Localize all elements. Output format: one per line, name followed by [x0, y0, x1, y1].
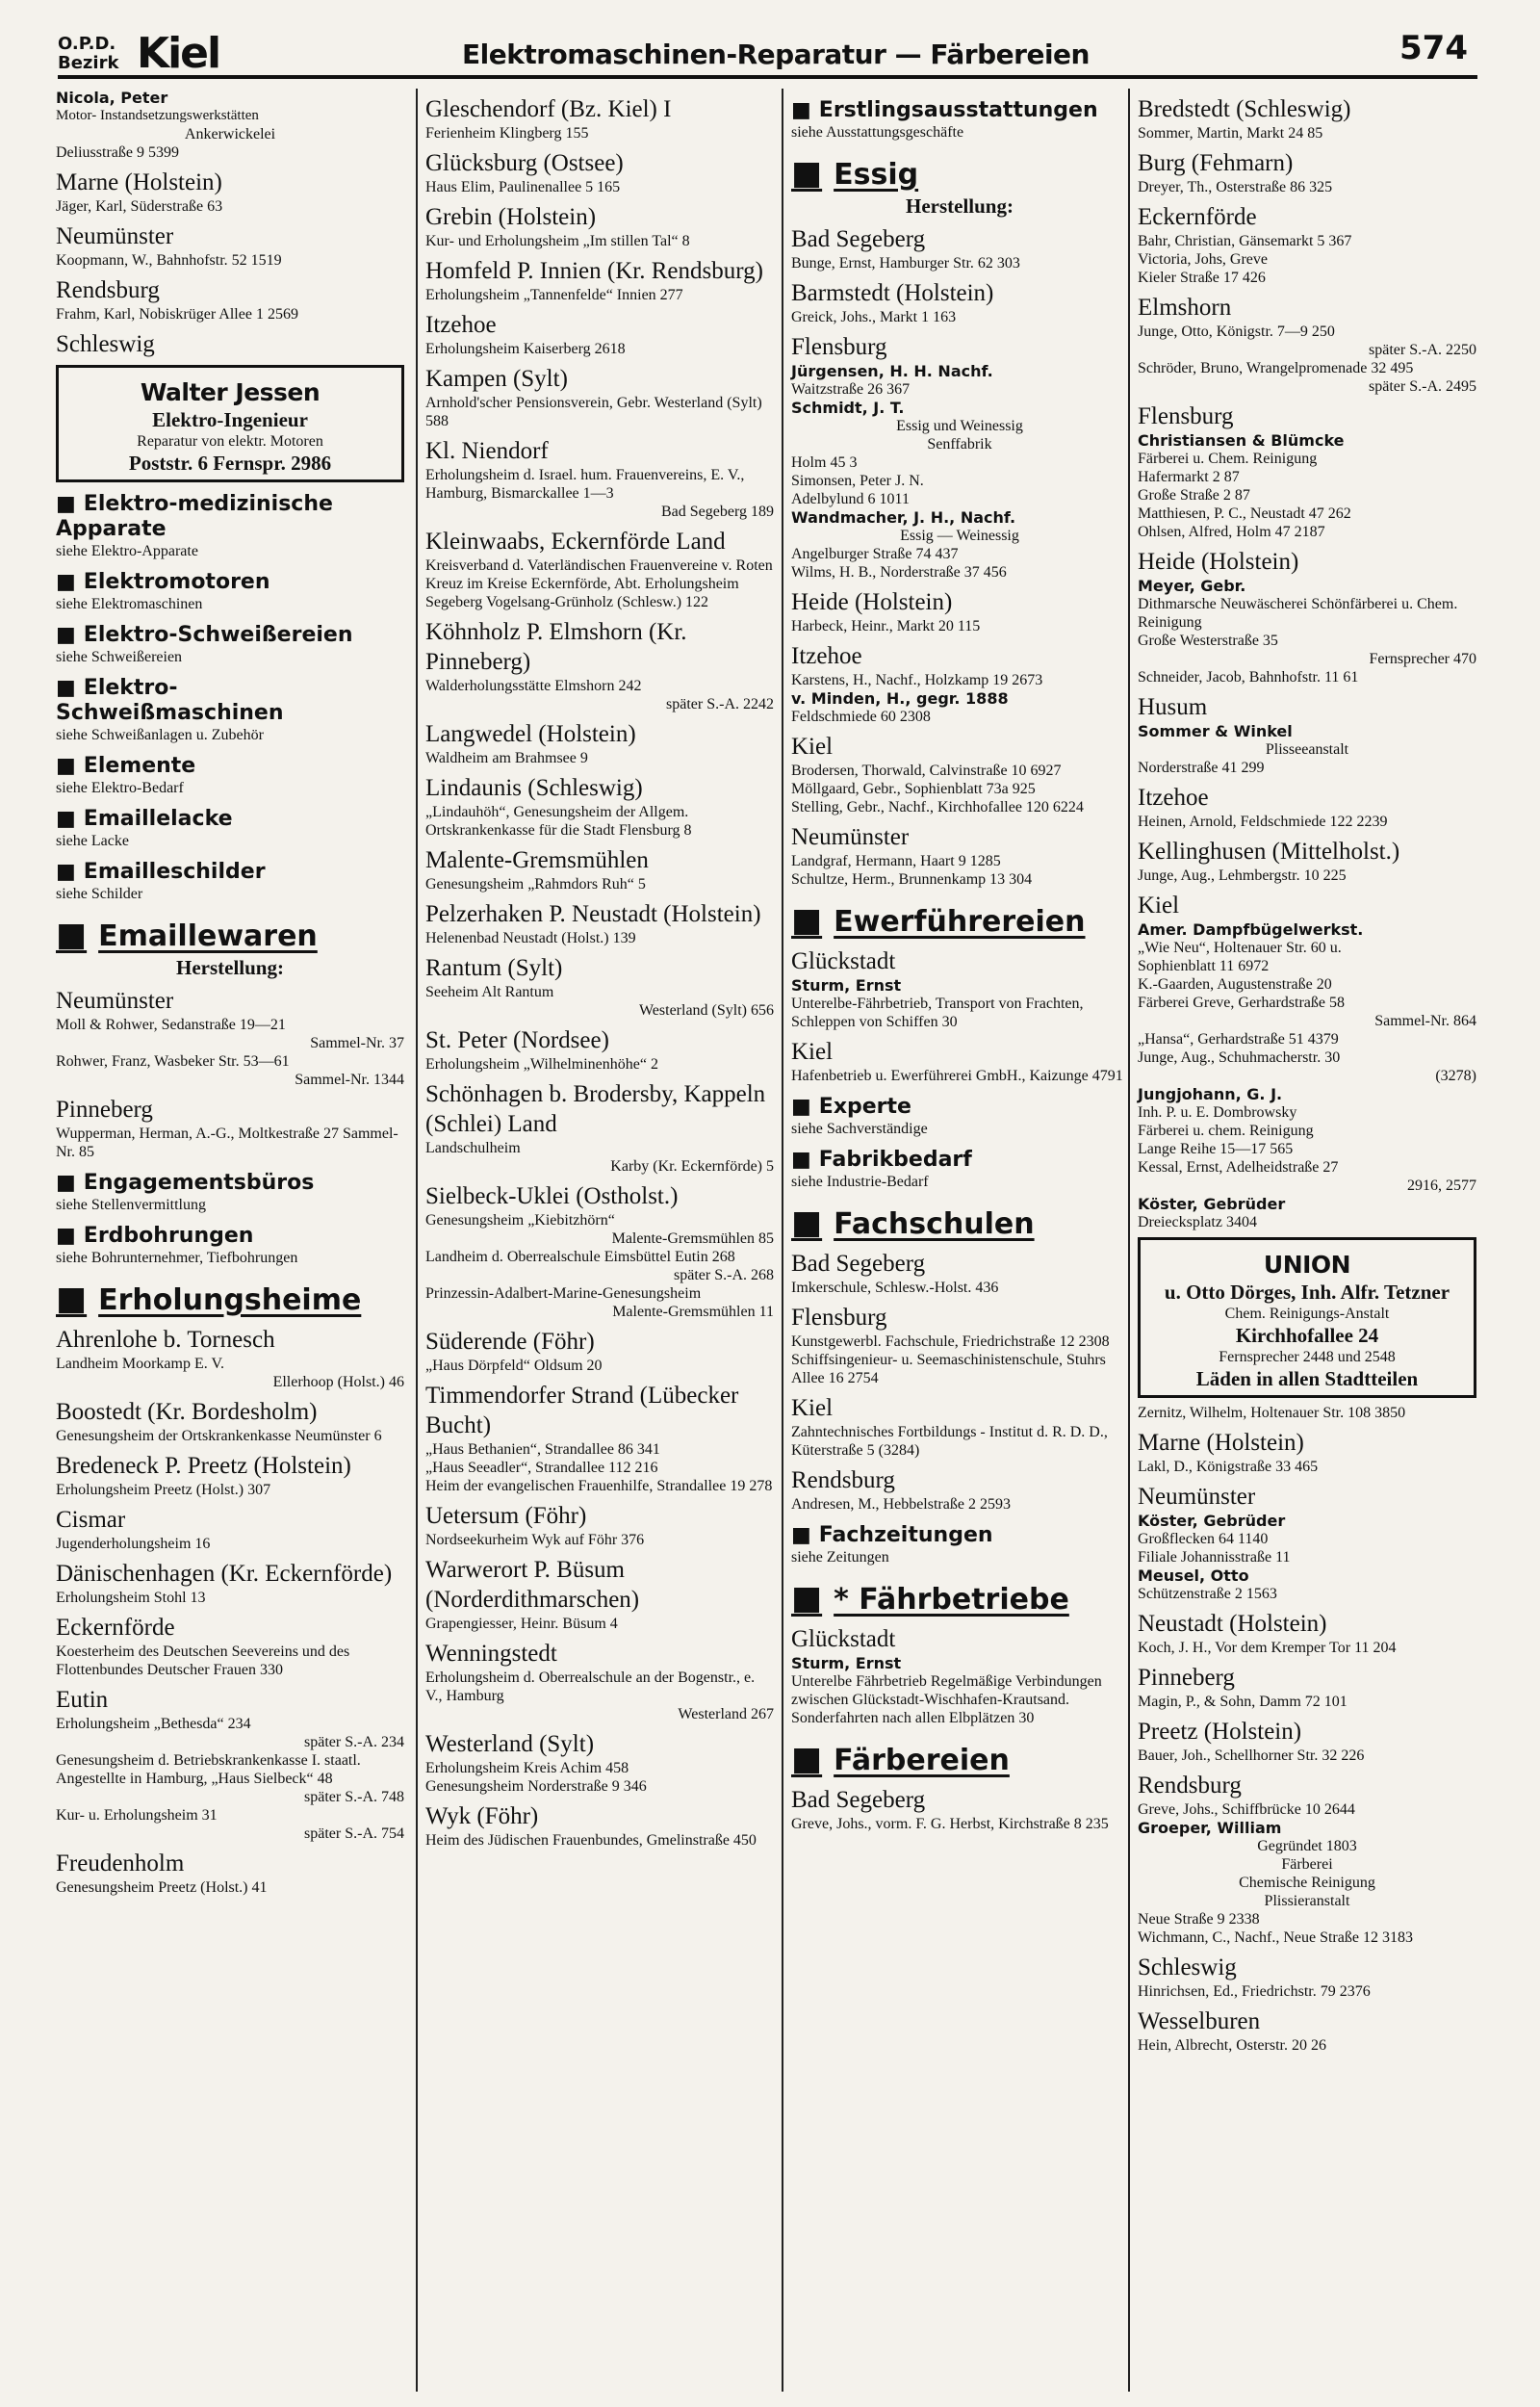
place-heading: Rantum (Sylt) — [425, 955, 563, 981]
place-heading: Bad Segeberg — [791, 226, 926, 252]
place-heading: Neumünster — [791, 824, 910, 850]
entry-line: Westerland (Sylt) 656 — [638, 1002, 774, 1019]
entry-line: Genesungsheim Preetz (Holst.) 41 — [56, 1879, 268, 1896]
entry-line: Bad Segeberg 189 — [660, 504, 774, 520]
place-heading: Kellinghusen (Mittelholst.) — [1138, 839, 1400, 865]
place-heading: Schleswig — [1138, 1954, 1237, 1980]
place-heading: Boostedt (Kr. Bordesholm) — [56, 1399, 318, 1425]
entry-line: siehe Elektro-Apparate — [56, 543, 198, 559]
place-heading: Eutin — [56, 1687, 109, 1713]
entry-line: Plissieranstalt — [1264, 1893, 1350, 1909]
subheading: Läden in allen Stadtteilen — [1195, 1367, 1419, 1390]
place-heading: Heide (Holstein) — [791, 589, 953, 615]
place-heading: Kl. Niendorf — [425, 438, 549, 464]
district-label-line-1: O.P.D. — [58, 34, 116, 54]
entry-line: Karby (Kr. Eckernförde) 5 — [610, 1158, 774, 1175]
place-heading: Neustadt (Holstein) — [1138, 1611, 1327, 1637]
place-heading: Heide (Holstein) — [1138, 549, 1299, 575]
entry-line: Genesungsheim d. Betriebskrankenkasse I. staatl. Angestellte in Hamburg, „Haus Sielbeck“ 48 — [56, 1752, 361, 1787]
entry-line: siehe Stellenvermittlung — [56, 1197, 206, 1213]
column-3 — [791, 89, 1128, 1833]
firm-name: Meyer, Gebr. — [1138, 577, 1246, 595]
column-4 — [1138, 89, 1476, 2055]
entry-line: Erholungsheim d. Israel. hum. Frauenvereins, E. V., Hamburg, Bismarckallee 1—3 — [425, 467, 745, 502]
entry-line: Genesungsheim „Rahmdors Ruh“ 5 — [425, 876, 646, 893]
entry-line: Helenenbad Neustadt (Holst.) 139 — [425, 930, 636, 946]
entry-line: Genesungsheim „Kiebitzhörn“ — [425, 1212, 615, 1229]
entry-line: Kur- und Erholungsheim „Im stillen Tal“ 8 — [425, 233, 690, 249]
entry-line: Junge, Aug., Lehmbergstr. 10 225 — [1138, 867, 1347, 884]
entry-line: Ankerwickelei — [184, 126, 276, 142]
entry-line: siehe Elektro-Bedarf — [56, 780, 184, 796]
place-heading: Kleinwaabs, Eckernförde Land — [425, 529, 726, 555]
entry-line: „Hansa“, Gerhardstraße 51 4379 — [1138, 1031, 1339, 1048]
entry-line: Zahntechnisches Fortbildungs - Institut d. R. D. D., Küterstraße 5 (3284) — [791, 1424, 1108, 1459]
entry-line: später S.-A. 2250 — [1369, 342, 1476, 358]
entry-line: siehe Ausstattungsgeschäfte — [791, 124, 964, 141]
entry-line: Bauer, Joh., Schellhorner Str. 32 226 — [1138, 1747, 1365, 1764]
entry-line: siehe Lacke — [56, 833, 129, 849]
entry-line: Grapengiesser, Heinr. Büsum 4 — [425, 1616, 618, 1632]
place-heading: Marne (Holstein) — [1138, 1430, 1304, 1456]
entry-line: Waldheim am Brahmsee 9 — [425, 750, 588, 766]
place-heading: Rendsburg — [791, 1467, 895, 1493]
place-heading: Itzehoe — [425, 312, 497, 338]
place-heading: Kiel — [791, 1395, 834, 1421]
entry-line: Imkerschule, Schlesw.-Holst. 436 — [791, 1280, 999, 1296]
place-heading: St. Peter (Nordsee) — [425, 1027, 609, 1053]
place-heading: Neumünster — [1138, 1484, 1256, 1510]
place-heading: Warwerort P. Büsum (Norderdithmarschen) — [425, 1557, 640, 1613]
entry-line: später S.-A. 2495 — [1369, 378, 1476, 395]
category-heading: ■ Elektromotoren — [56, 570, 404, 595]
entry-line: siehe Industrie-Bedarf — [791, 1174, 929, 1190]
entry-line: Schiffsingenieur- u. Seemaschinistenschule, Stuhrs Allee 16 2754 — [791, 1352, 1106, 1386]
entry-line: „Haus Dörpfeld“ Oldsum 20 — [425, 1358, 603, 1374]
entry-line: Schneider, Jacob, Bahnhofstr. 11 61 — [1138, 669, 1359, 686]
place-heading: Langwedel (Holstein) — [425, 721, 636, 747]
place-heading: Timmendorfer Strand (Lübecker Bucht) — [425, 1383, 739, 1438]
firm-name: Wandmacher, J. H., Nachf. — [791, 508, 1016, 527]
entry-line: Westerland 267 — [678, 1706, 774, 1722]
entry-line: Stelling, Gebr., Nachf., Kirchhofallee 120 6224 — [791, 799, 1084, 815]
place-heading: Glücksburg (Ostsee) — [425, 150, 624, 176]
subheading: Elektro-Ingenieur — [152, 408, 308, 431]
entry-line: „Haus Seeadler“, Strandallee 112 216 — [425, 1460, 658, 1476]
firm-name: Groeper, William — [1138, 1819, 1282, 1837]
entry-line: Hinrichsen, Ed., Friedrichstr. 79 2376 — [1138, 1983, 1371, 2000]
entry-line: Heim der evangelischen Frauenhilfe, Strandallee 19 278 — [425, 1478, 773, 1494]
place-heading: Freudenholm — [56, 1851, 185, 1876]
place-heading: Wesselburen — [1138, 2008, 1261, 2034]
entry-line: Kreisverband d. Vaterländischen Frauenvereine v. Roten Kreuz im Kreise Eckernförde, Abt. Erholungsheim Segeberg Vogelsang-Grünholz (Schlesw.) 122 — [425, 557, 773, 610]
entry-line: Motor- Instandsetzungswerkstätten — [56, 108, 259, 123]
entry-line: Karstens, H., Nachf., Holzkamp 19 2673 — [791, 672, 1043, 688]
entry-line: Arnhold'scher Pensionsverein, Gebr. Westerland (Sylt) 588 — [425, 395, 762, 429]
entry-line: Erholungsheim Kaiserberg 2618 — [425, 341, 626, 357]
entry-line: Sommer, Martin, Markt 24 85 — [1138, 125, 1323, 142]
entry-line: (3278) — [1435, 1068, 1476, 1084]
firm-name: Christiansen & Blümcke — [1138, 431, 1345, 450]
category-heading: ■ Elektro-Schweißereien — [56, 623, 404, 648]
entry-line: Erholungsheim „Tannenfelde“ Innien 277 — [425, 287, 683, 303]
entry-line: Magin, P., & Sohn, Damm 72 101 — [1138, 1694, 1348, 1710]
firm-name: Sturm, Ernst — [791, 976, 902, 995]
place-heading: Ahrenlohe b. Tornesch — [56, 1327, 275, 1353]
entry-line: Moll & Rohwer, Sedanstraße 19—21 — [56, 1017, 286, 1033]
entry-line: Gegründet 1803 — [1257, 1838, 1357, 1854]
firm-name: Nicola, Peter — [56, 89, 168, 107]
column-divider-3 — [1128, 89, 1130, 2392]
entry-line: Unterelbe Fährbetrieb Regelmäßige Verbindungen zwischen Glückstadt-Wischhafen-Krautsand. Sonderfahrten nach allen Elbplätzen 30 — [791, 1673, 1102, 1726]
place-heading: Neumünster — [56, 988, 174, 1014]
entry-line: Senffabrik — [927, 436, 992, 453]
entry-line: Heinen, Arnold, Feldschmiede 122 2239 — [1138, 814, 1388, 830]
category-heading: ■ Erstlingsausstattungen — [791, 98, 1128, 123]
place-heading: Köhnholz P. Elmshorn (Kr. Pinneberg) — [425, 619, 687, 675]
place-heading: Kiel — [1138, 893, 1180, 919]
entry-line: Sammel-Nr. 37 — [310, 1035, 404, 1051]
place-heading: Lindaunis (Schleswig) — [425, 775, 643, 801]
entry-line: Heim des Jüdischen Frauenbundes, Gmelinstraße 450 — [425, 1832, 757, 1849]
entry-line: Haus Elim, Paulinenallee 5 165 — [425, 179, 621, 195]
firm-name: Köster, Gebrüder — [1138, 1512, 1286, 1530]
entry-line: Sammel-Nr. 1344 — [295, 1072, 404, 1088]
firm-name: Jungjohann, G. J. — [1138, 1085, 1283, 1103]
entry-line: „Wie Neu“, Holtenauer Str. 60 u. — [1138, 940, 1342, 956]
place-heading: Neumünster — [56, 223, 174, 249]
place-heading: Itzehoe — [791, 643, 862, 669]
entry-line: Landgraf, Hermann, Haart 9 1285 — [791, 853, 1001, 869]
entry-line: Harbeck, Heinr., Markt 20 115 — [791, 618, 981, 634]
entry-line: Essig — Weinessig — [900, 528, 1019, 544]
entry-line: Victoria, Johs, Greve — [1138, 251, 1268, 268]
entry-line: Greve, Johs., Schiffbrücke 10 2644 — [1138, 1801, 1355, 1818]
entry-line: Dreiecksplatz 3404 — [1138, 1214, 1257, 1230]
entry-line: siehe Sachverständige — [791, 1121, 928, 1137]
place-heading: Rendsburg — [1138, 1773, 1242, 1799]
entry-line: Sammel-Nr. 864 — [1374, 1013, 1476, 1029]
place-heading: Bad Segeberg — [791, 1251, 926, 1277]
section-heading: ■ * Fährbetriebe — [791, 1580, 1128, 1618]
column-divider-1 — [416, 89, 418, 2392]
entry-line: Dreyer, Th., Osterstraße 86 325 — [1138, 179, 1333, 195]
section-heading: ■ Erholungsheime — [56, 1281, 404, 1319]
firm-name: Jürgensen, H. H. Nachf. — [791, 362, 993, 380]
entry-line: Waitzstraße 26 367 — [791, 381, 911, 398]
entry-line: später S.-A. 268 — [674, 1267, 774, 1283]
entry-line: Norderstraße 41 299 — [1138, 760, 1265, 776]
place-heading: Husum — [1138, 694, 1208, 720]
entry-line: Bahr, Christian, Gänsemarkt 5 367 — [1138, 233, 1352, 249]
entry-line: Junge, Otto, Königstr. 7—9 250 — [1138, 324, 1335, 340]
entry-line: Schröder, Bruno, Wrangelpromenade 32 495 — [1138, 360, 1414, 376]
header-rule — [58, 75, 1477, 79]
entry-line: Bunge, Ernst, Hamburger Str. 62 303 — [791, 255, 1020, 272]
entry-line: Große Westerstraße 35 — [1138, 633, 1278, 649]
entry-line: Matthiesen, P. C., Neustadt 47 262 — [1138, 505, 1351, 522]
entry-line: Chem. Reinigungs-Anstalt — [1224, 1306, 1390, 1322]
section-heading: ■ Essig — [791, 155, 1128, 194]
entry-line: Lakl, D., Königstraße 33 465 — [1138, 1459, 1319, 1475]
section-heading: ■ Ewerführereien — [791, 902, 1128, 941]
entry-line: Landschulheim — [425, 1140, 521, 1156]
entry-line: Wilms, H. B., Norderstraße 37 456 — [791, 564, 1007, 581]
entry-line: siehe Schilder — [56, 886, 143, 902]
entry-line: Neue Straße 9 2338 — [1138, 1911, 1260, 1928]
entry-line: später S.-A. 234 — [304, 1734, 404, 1750]
place-heading: Flensburg — [1138, 403, 1234, 429]
entry-line: siehe Schweißanlagen u. Zubehör — [56, 727, 264, 743]
entry-line: Rohwer, Franz, Wasbeker Str. 53—61 — [56, 1053, 290, 1070]
entry-line: Frahm, Karl, Nobiskrüger Allee 1 2569 — [56, 306, 298, 323]
entry-line: Plisseeanstalt — [1265, 741, 1349, 758]
subheading: Herstellung: — [906, 194, 1014, 218]
entry-line: Unterelbe-Fährbetrieb, Transport von Frachten, Schleppen von Schiffen 30 — [791, 996, 1084, 1030]
entry-line: Landheim d. Oberrealschule Eimsbüttel Eutin 268 — [425, 1249, 735, 1265]
place-heading: Bad Segeberg — [791, 1787, 926, 1813]
entry-line: später S.-A. 2242 — [666, 696, 774, 712]
entry-line: Färberei u. Chem. Reinigung — [1138, 451, 1318, 467]
category-heading: ■ Emailleschilder — [56, 860, 404, 885]
entry-line: Feldschmiede 60 2308 — [791, 709, 931, 725]
entry-line: Jugenderholungsheim 16 — [56, 1536, 211, 1552]
entry-line: Malente-Gremsmühlen 11 — [612, 1304, 774, 1320]
entry-line: Essig und Weinessig — [896, 418, 1023, 434]
place-heading: Eckernförde — [1138, 204, 1257, 230]
entry-line: Kieler Straße 17 426 — [1138, 270, 1266, 286]
place-heading: Sielbeck-Uklei (Ostholst.) — [425, 1183, 679, 1209]
entry-line: Genesungsheim der Ortskrankenkasse Neumünster 6 — [56, 1428, 382, 1444]
entry-line: Ellerhoop (Holst.) 46 — [272, 1374, 404, 1390]
entry-line: Koesterheim des Deutschen Seevereins und des Flottenbundes Deutscher Frauen 330 — [56, 1643, 350, 1678]
entry-line: Seeheim Alt Rantum — [425, 984, 554, 1000]
entry-line: Malente-Gremsmühlen 85 — [611, 1230, 774, 1247]
place-heading: Glückstadt — [791, 1626, 896, 1652]
entry-line: Lange Reihe 15—17 565 — [1138, 1141, 1294, 1157]
category-heading: ■ Fabrikbedarf — [791, 1148, 1128, 1173]
subheading: Kirchhofallee 24 — [1235, 1324, 1379, 1347]
place-heading: Rendsburg — [56, 277, 160, 303]
place-heading: Kampen (Sylt) — [425, 366, 568, 392]
place-heading: Bredstedt (Schleswig) — [1138, 96, 1351, 122]
place-heading: Kiel — [791, 1039, 834, 1065]
entry-line: K.-Gaarden, Augustenstraße 20 — [1138, 976, 1332, 993]
entry-line: siehe Schweißereien — [56, 649, 183, 665]
category-heading: ■ Experte — [791, 1095, 1128, 1120]
entry-line: Inh. P. u. E. Dombrowsky — [1138, 1104, 1297, 1121]
entry-line: Erholungsheim d. Oberrealschule an der Bogenstr., e. V., Hamburg — [425, 1669, 756, 1704]
advertisement-box — [56, 365, 404, 482]
place-heading: Glückstadt — [791, 948, 896, 974]
place-heading: Dänischenhagen (Kr. Eckernförde) — [56, 1561, 393, 1587]
category-heading: ■ Elektro-Schweißmaschinen — [56, 676, 404, 726]
entry-line: Jäger, Karl, Süderstraße 63 — [56, 198, 223, 215]
category-heading: ■ Engagementsbüros — [56, 1171, 404, 1196]
entry-line: siehe Elektromaschinen — [56, 596, 203, 612]
place-heading: Eckernförde — [56, 1615, 175, 1641]
place-heading: Pinneberg — [56, 1097, 153, 1123]
entry-line: Wupperman, Herman, A.-G., Moltkestraße 27 Sammel-Nr. 85 — [56, 1126, 398, 1160]
entry-line: Greick, Johs., Markt 1 163 — [791, 309, 957, 325]
entry-line: Erholungsheim Kreis Achim 458 — [425, 1760, 629, 1776]
entry-line: Fernsprecher 2448 und 2548 — [1219, 1349, 1396, 1365]
entry-line: 2916, 2577 — [1407, 1178, 1476, 1194]
category-heading: ■ Elemente — [56, 754, 404, 779]
entry-line: Greve, Johs., vorm. F. G. Herbst, Kirchstraße 8 235 — [791, 1816, 1109, 1832]
place-heading: Gleschendorf (Bz. Kiel) I — [425, 96, 672, 122]
place-heading: Itzehoe — [1138, 785, 1209, 811]
entry-line: Ferienheim Klingberg 155 — [425, 125, 589, 142]
entry-line: siehe Zeitungen — [791, 1549, 889, 1566]
entry-line: Walderholungsstätte Elmshorn 242 — [425, 678, 642, 694]
entry-line: Erholungsheim Stohl 13 — [56, 1590, 206, 1606]
page-title: Elektromaschinen-Reparatur — Färbereien — [462, 39, 1090, 70]
place-heading: Westerland (Sylt) — [425, 1731, 595, 1757]
section-heading: ■ Emaillewaren — [56, 917, 404, 955]
entry-line: Fernsprecher 470 — [1369, 651, 1476, 667]
entry-line: Hafenbetrieb u. Ewerführerei GmbH., Kaizunge 4791 — [791, 1068, 1123, 1084]
entry-line: Wichmann, C., Nachf., Neue Straße 12 3183 — [1138, 1929, 1413, 1946]
subheading: Poststr. 6 Fernspr. 2986 — [128, 452, 332, 475]
entry-line: siehe Bohrunternehmer, Tiefbohrungen — [56, 1250, 298, 1266]
entry-line: Filiale Johannisstraße 11 — [1138, 1549, 1291, 1566]
subheading: u. Otto Dörges, Inh. Alfr. Tetzner — [1164, 1281, 1450, 1304]
place-heading: Elmshorn — [1138, 295, 1232, 321]
entry-line: Brodersen, Thorwald, Calvinstraße 10 6927 — [791, 763, 1062, 779]
place-heading: Preetz (Holstein) — [1138, 1719, 1302, 1745]
entry-line: Ohlsen, Alfred, Holm 47 2187 — [1138, 524, 1325, 540]
entry-line: Adelbylund 6 1011 — [791, 491, 910, 507]
place-heading: Homfeld P. Innien (Kr. Rendsburg) — [425, 258, 763, 284]
entry-line: Landheim Moorkamp E. V. — [56, 1356, 224, 1372]
entry-line: Großflecken 64 1140 — [1138, 1531, 1269, 1547]
subheading: Herstellung: — [176, 956, 284, 979]
place-heading: Barmstedt (Holstein) — [791, 280, 994, 306]
box-heading: UNION — [1263, 1251, 1351, 1279]
entry-line: Dithmarsche Neuwäscherei Schönfärberei u. Chem. Reinigung — [1138, 596, 1458, 631]
place-heading: Cismar — [56, 1507, 126, 1533]
column-2 — [425, 89, 774, 1850]
entry-line: Kessal, Ernst, Adelheidstraße 27 — [1138, 1159, 1339, 1176]
entry-line: Genesungsheim Norderstraße 9 346 — [425, 1778, 647, 1795]
section-heading: ■ Fachschulen — [791, 1204, 1128, 1243]
entry-line: Prinzessin-Adalbert-Marine-Genesungsheim — [425, 1285, 702, 1302]
entry-line: Färberei u. chem. Reinigung — [1138, 1123, 1314, 1139]
entry-line: Koopmann, W., Bahnhofstr. 52 1519 — [56, 252, 282, 269]
entry-line: „Lindauhöh“, Genesungsheim der Allgem. Ortskrankenkasse für die Stadt Flensburg 8 — [425, 804, 692, 839]
place-heading: Pinneberg — [1138, 1665, 1235, 1691]
entry-line: Hafermarkt 2 87 — [1138, 469, 1240, 485]
entry-line: „Haus Bethanien“, Strandallee 86 341 — [425, 1441, 660, 1458]
district-label — [58, 35, 118, 73]
entry-line: später S.-A. 754 — [304, 1825, 404, 1842]
category-heading: ■ Fachzeitungen — [791, 1523, 1128, 1548]
entry-line: Koch, J. H., Vor dem Kremper Tor 11 204 — [1138, 1640, 1397, 1656]
entry-line: Färberei — [1281, 1856, 1333, 1873]
entry-line: Andresen, M., Hebbelstraße 2 2593 — [791, 1496, 1011, 1513]
place-heading: Marne (Holstein) — [56, 169, 222, 195]
entry-line: Sophienblatt 11 6972 — [1138, 958, 1270, 974]
entry-line: Zernitz, Wilhelm, Holtenauer Str. 108 3850 — [1138, 1405, 1406, 1421]
entry-line: Große Straße 2 87 — [1138, 487, 1250, 504]
advertisement-box — [1138, 1237, 1476, 1398]
firm-name: v. Minden, H., gegr. 1888 — [791, 689, 1009, 708]
place-heading: Flensburg — [791, 1305, 887, 1331]
place-heading: Schönhagen b. Brodersby, Kappeln (Schlei) Land — [425, 1081, 766, 1137]
entry-line: Kunstgewerbl. Fachschule, Friedrichstraße 12 2308 — [791, 1333, 1110, 1350]
entry-line: Erholungsheim Preetz (Holst.) 307 — [56, 1482, 271, 1498]
box-heading: Walter Jessen — [140, 378, 321, 406]
category-heading: ■ Erdbohrungen — [56, 1224, 404, 1249]
entry-line: Schützenstraße 2 1563 — [1138, 1586, 1277, 1602]
place-heading: Schleswig — [56, 331, 155, 357]
district-label-line-2: Bezirk — [58, 53, 119, 73]
entry-line: Reparatur von elektr. Motoren — [137, 433, 323, 450]
entry-line: Holm 45 3 — [791, 454, 858, 471]
place-heading: Süderende (Föhr) — [425, 1329, 595, 1355]
column-1 — [56, 89, 404, 1897]
entry-line: Nordseekurheim Wyk auf Föhr 376 — [425, 1532, 645, 1548]
entry-line: Angelburger Straße 74 437 — [791, 546, 959, 562]
entry-line: Schultze, Herm., Brunnenkamp 13 304 — [791, 871, 1033, 888]
page-number: 574 — [1399, 29, 1468, 67]
page-header — [58, 29, 1477, 79]
category-heading: ■ Elektro-medizinische Apparate — [56, 492, 404, 542]
place-heading: Pelzerhaken P. Neustadt (Holstein) — [425, 901, 761, 927]
firm-name: Köster, Gebrüder — [1138, 1195, 1286, 1213]
entry-line: Hein, Albrecht, Osterstr. 20 26 — [1138, 2037, 1326, 2054]
place-heading: Burg (Fehmarn) — [1138, 150, 1294, 176]
place-heading: Flensburg — [791, 334, 887, 360]
firm-name: Sturm, Ernst — [791, 1654, 902, 1672]
entry-line: Erholungsheim „Bethesda“ 234 — [56, 1716, 251, 1732]
place-heading: Malente-Gremsmühlen — [425, 847, 649, 873]
firm-name: Schmidt, J. T. — [791, 399, 905, 417]
place-heading: Wenningstedt — [425, 1641, 557, 1667]
firm-name: Meusel, Otto — [1138, 1566, 1249, 1585]
category-heading: ■ Emaillelacke — [56, 807, 404, 832]
entry-line: Deliusstraße 9 5399 — [56, 144, 179, 161]
entry-line: Färberei Greve, Gerhardstraße 58 — [1138, 995, 1346, 1011]
entry-line: Erholungsheim „Wilhelminenhöhe“ 2 — [425, 1056, 658, 1073]
place-heading: Grebin (Holstein) — [425, 204, 597, 230]
firm-name: Sommer & Winkel — [1138, 722, 1293, 740]
entry-line: Junge, Aug., Schuhmacherstr. 30 — [1138, 1049, 1341, 1066]
entry-line: Kur- u. Erholungsheim 31 — [56, 1807, 218, 1824]
firm-name: Amer. Dampfbügelwerkst. — [1138, 920, 1364, 939]
entry-line: später S.-A. 748 — [304, 1789, 404, 1805]
entry-line: Chemische Reinigung — [1239, 1875, 1375, 1891]
district-city: Kiel — [137, 29, 220, 78]
entry-line: Möllgaard, Gebr., Sophienblatt 73a 925 — [791, 781, 1036, 797]
place-heading: Kiel — [791, 734, 834, 760]
section-heading: ■ Färbereien — [791, 1741, 1128, 1779]
place-heading: Uetersum (Föhr) — [425, 1503, 587, 1529]
place-heading: Bredeneck P. Preetz (Holstein) — [56, 1453, 351, 1479]
entry-line: Simonsen, Peter J. N. — [791, 473, 924, 489]
column-divider-2 — [782, 89, 783, 2392]
place-heading: Wyk (Föhr) — [425, 1803, 539, 1829]
